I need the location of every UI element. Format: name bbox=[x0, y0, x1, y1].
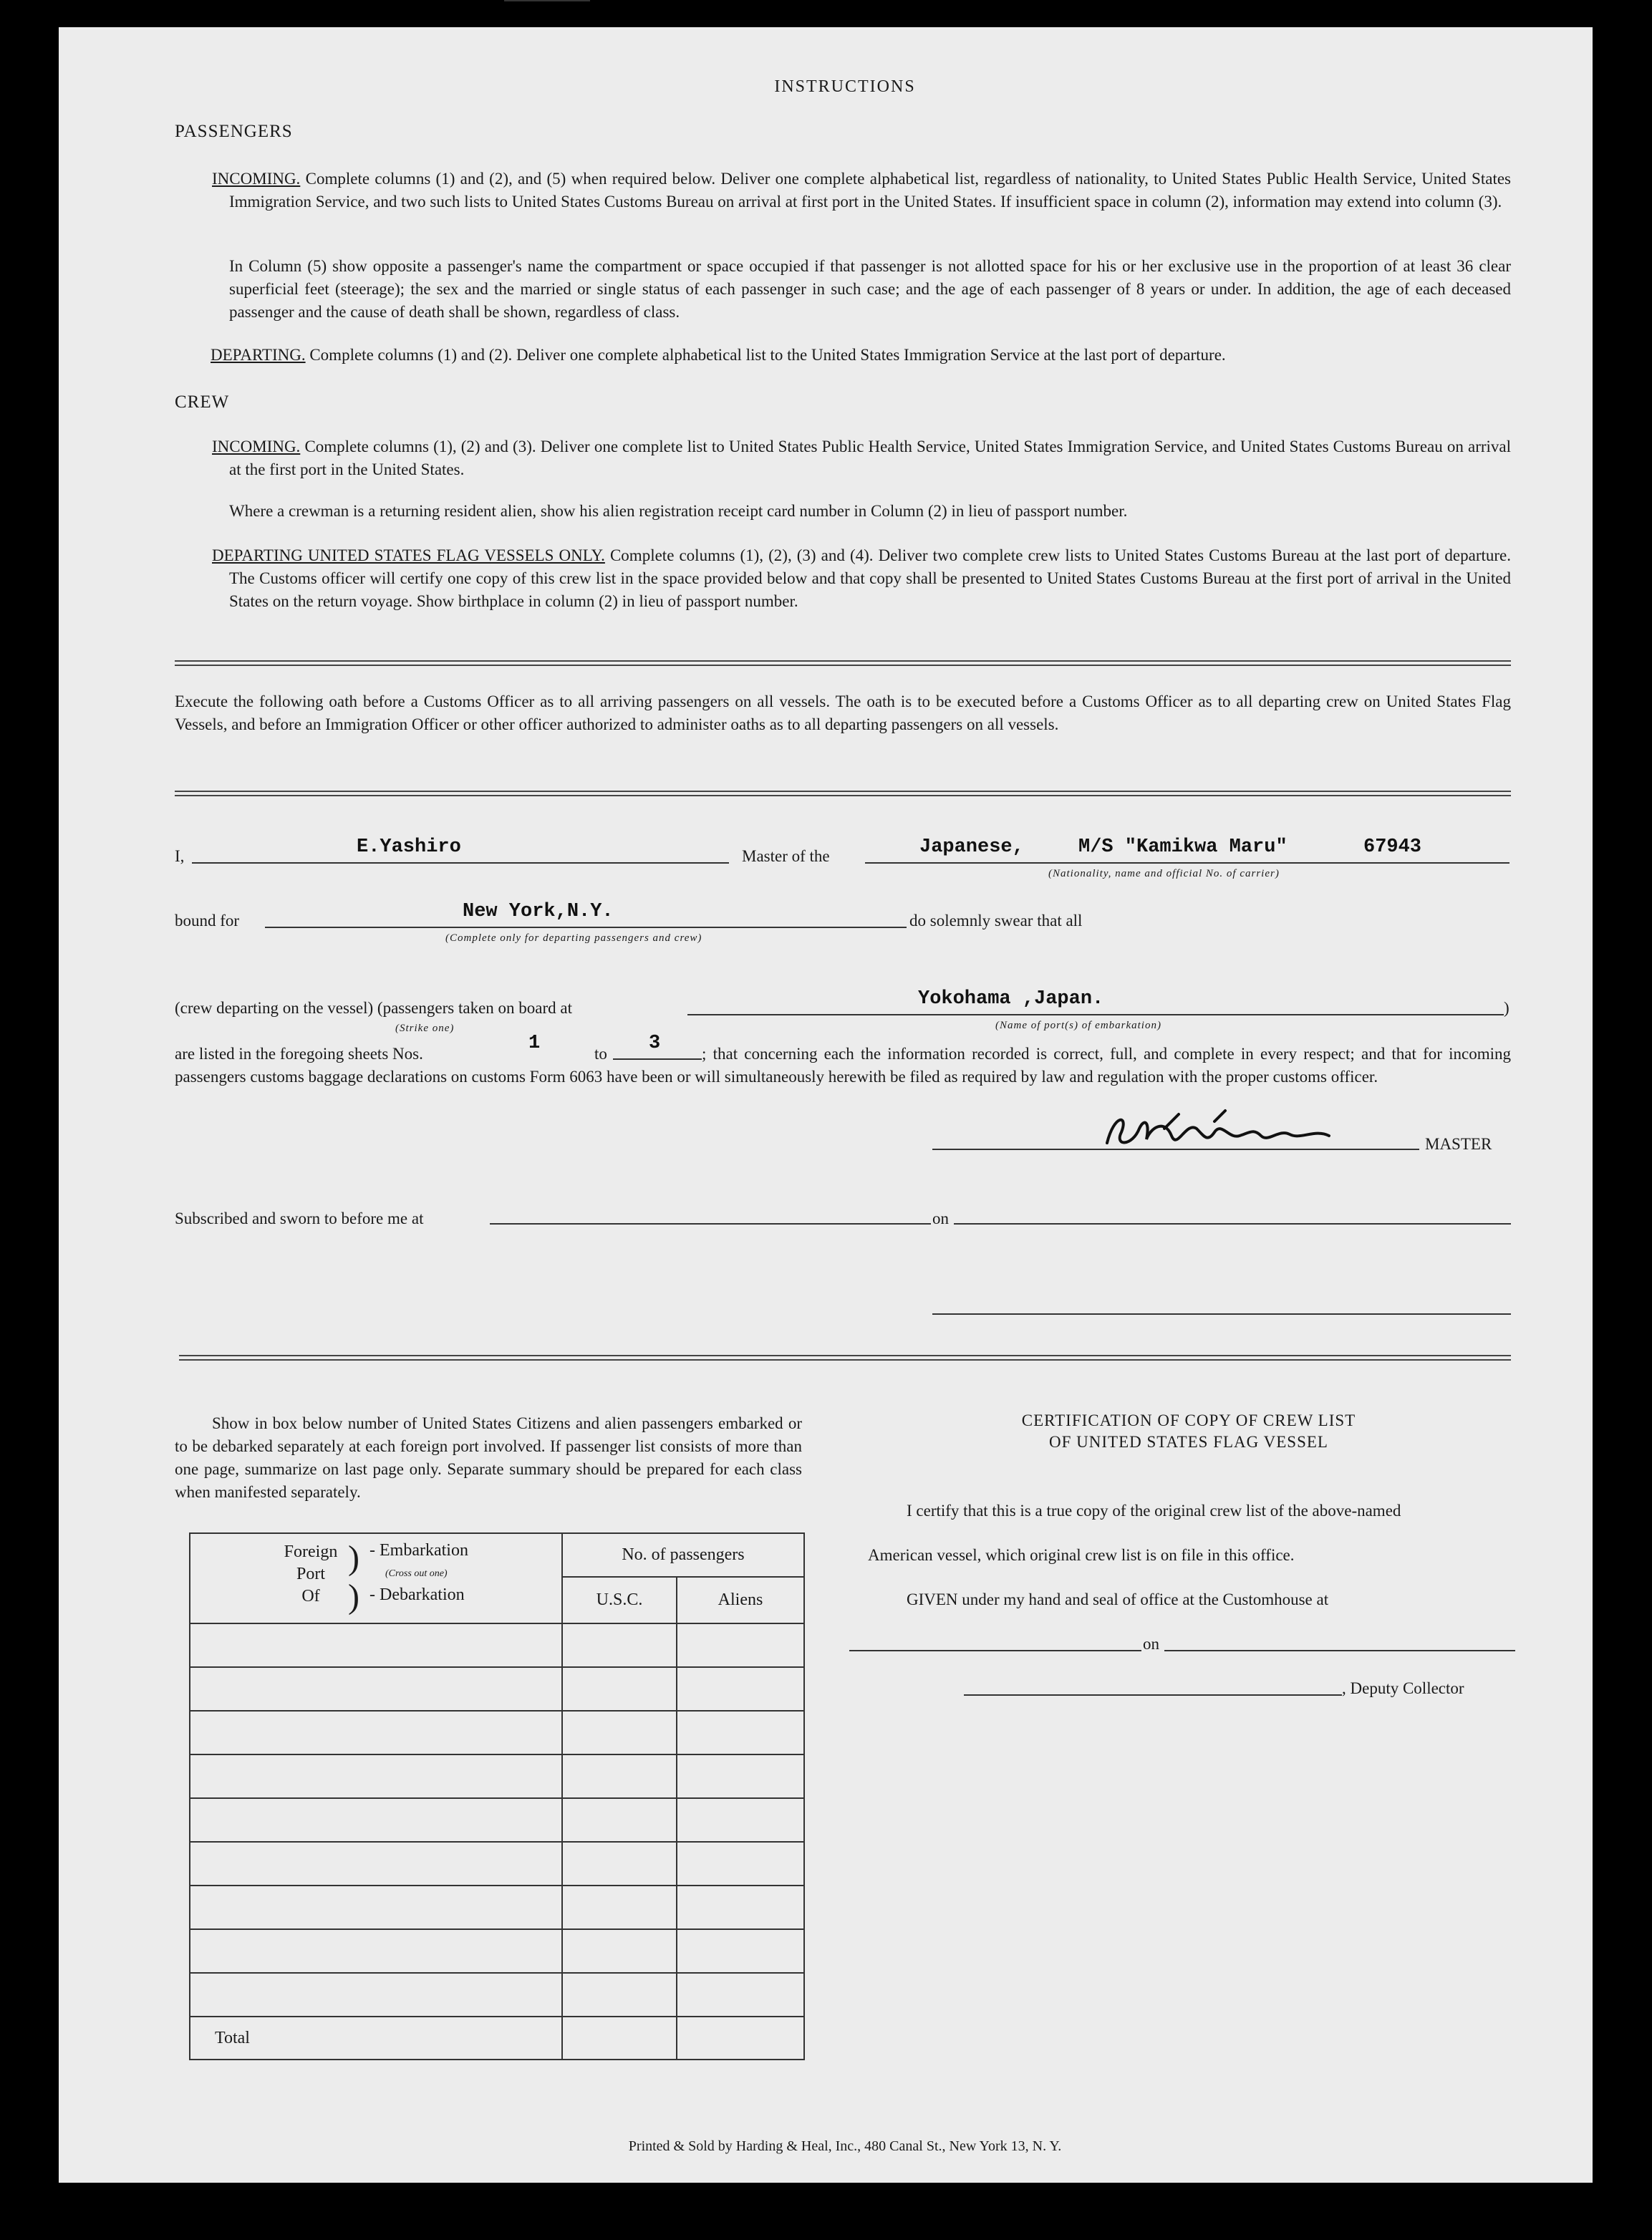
crew-departing-paragraph bbox=[212, 544, 1512, 613]
official-number-field[interactable]: 67943 bbox=[1363, 836, 1422, 858]
sheet-from-field[interactable]: 1 bbox=[528, 1033, 541, 1054]
certification-date-line bbox=[1164, 1650, 1515, 1651]
deputy-collector-label: , Deputy Collector bbox=[1342, 1679, 1464, 1697]
customhouse-place-line bbox=[849, 1650, 1141, 1651]
aliens-cell[interactable] bbox=[677, 1754, 804, 1798]
vessel-line bbox=[865, 862, 1509, 864]
passengers-heading: PASSENGERS bbox=[175, 122, 293, 141]
port-cell[interactable] bbox=[190, 1754, 562, 1798]
listed-rest-text: ; that concerning each the information recorded is correct, full, and complete in every respect; and that for incoming passengers customs baggage declarations on customs Form 6063 have been or will simultaneously herewith be filed as required by law and regulation with the proper customs officer. bbox=[175, 1045, 1511, 1086]
column5-paragraph: In Column (5) show opposite a passenger's name the compartment or space occupied if that passenger is not allotted space for his or her exclusive use in the proportion of at least 36 clear superficial feet (steerage); the sex and the married or single status of each passenger in such case; and the age of each passenger of 8 years or under. In addition, the age of each deceased passenger and the cause of death shall be shown, regardless of class. bbox=[229, 257, 1511, 321]
sheet-from-line bbox=[504, 0, 590, 1]
summary-intro: Show in box below number of United States Citizens and alien passengers embarked or to be debarked separately at each foreign port involved. If passenger list consists of more than one page, summarize on last page only. Separate summary should be prepared for each class when manifested separately. bbox=[175, 1414, 802, 1501]
crew-departing-label: DEPARTING UNITED STATES FLAG VESSELS ONLY. bbox=[212, 546, 605, 564]
embarkation-label: - Embarkation bbox=[369, 1541, 468, 1560]
aliens-cell[interactable] bbox=[677, 1842, 804, 1886]
subscribed-place-line bbox=[490, 1223, 931, 1225]
usc-cell[interactable] bbox=[562, 1929, 677, 1973]
of-label: Of bbox=[301, 1587, 320, 1606]
usc-header: U.S.C. bbox=[562, 1577, 677, 1623]
usc-cell[interactable] bbox=[562, 1842, 677, 1886]
sheet-to-field[interactable]: 3 bbox=[649, 1033, 661, 1054]
port-label: Port bbox=[296, 1565, 325, 1583]
oath-intro: Execute the following oath before a Customs Officer as to all arriving passengers on all vessels. The oath is to be executed before a Customs Officer as to all departing crew on United States Flag Vessels, and before an Immigration Officer or other officer authorized to administer oaths as to all departing passengers on all vessels. bbox=[175, 692, 1511, 733]
aliens-header: Aliens bbox=[677, 1577, 804, 1623]
port-cell[interactable] bbox=[190, 1623, 562, 1667]
master-name-line bbox=[192, 862, 729, 864]
aliens-cell[interactable] bbox=[677, 1623, 804, 1667]
listed-label: are listed in the foregoing sheets Nos. bbox=[175, 1045, 423, 1063]
embarkation-port-field[interactable]: Yokohama ,Japan. bbox=[918, 988, 1104, 1010]
cross-out-note: (Cross out one) bbox=[385, 1568, 448, 1579]
vessel-note: (Nationality, name and official No. of carrier) bbox=[1048, 868, 1280, 879]
passengers-incoming-label: INCOMING. bbox=[212, 170, 301, 188]
port-cell[interactable] bbox=[190, 1798, 562, 1842]
subscribed-date-line bbox=[954, 1223, 1511, 1225]
port-cell[interactable] bbox=[190, 1667, 562, 1711]
aliens-cell[interactable] bbox=[677, 1973, 804, 2017]
port-cell[interactable] bbox=[190, 1973, 562, 2017]
master-signature bbox=[1100, 1107, 1358, 1157]
port-cell[interactable] bbox=[190, 1929, 562, 1973]
lower-divider bbox=[179, 1355, 1511, 1361]
port-cell[interactable] bbox=[190, 1886, 562, 1929]
to-label: to bbox=[594, 1045, 607, 1063]
master-label: MASTER bbox=[1425, 1135, 1492, 1153]
port-note: (Name of port(s) of embarkation) bbox=[995, 1020, 1161, 1031]
crew-incoming-text: Complete columns (1), (2) and (3). Deliver one complete list to United States Public Health Service, United States Immigration Service, and United States Customs Bureau on arrival at the first port in the United States. bbox=[229, 438, 1512, 478]
crewman-paragraph: Where a crewman is a returning resident alien, show his alien registration receipt card number in Column (2) in lieu of passport number. bbox=[229, 502, 1128, 520]
destination-field[interactable]: New York,N.Y. bbox=[463, 901, 614, 922]
passengers-departing-text: Complete columns (1) and (2). Deliver one complete alphabetical list to the United States Immigration Service at the last port of departure. bbox=[309, 346, 1226, 364]
crew-incoming-label: INCOMING. bbox=[212, 438, 301, 455]
passengers-incoming-paragraph bbox=[212, 168, 1511, 213]
nationality-field[interactable]: Japanese, bbox=[919, 836, 1024, 858]
usc-cell[interactable] bbox=[562, 1973, 677, 2017]
port-cell[interactable] bbox=[190, 1842, 562, 1886]
debarkation-label: - Debarkation bbox=[369, 1585, 465, 1604]
usc-cell[interactable] bbox=[562, 1623, 677, 1667]
master-of-label: Master of the bbox=[742, 847, 830, 865]
printer-footer: Printed & Sold by Harding & Heal, Inc., 480 Canal St., New York 13, N. Y. bbox=[628, 2138, 1062, 2154]
officer-signature-line bbox=[932, 1313, 1511, 1315]
no-passengers-header: No. of passengers bbox=[562, 1533, 804, 1577]
embarkation-line bbox=[687, 1014, 1504, 1015]
vessel-name-field[interactable]: M/S "Kamikwa Maru" bbox=[1078, 836, 1288, 858]
subscribed-on-label: on bbox=[932, 1210, 949, 1227]
usc-cell[interactable] bbox=[562, 1667, 677, 1711]
port-cell[interactable] bbox=[190, 1711, 562, 1754]
given-text: GIVEN under my hand and seal of office at the Customhouse at bbox=[907, 1590, 1329, 1608]
passengers-departing-paragraph bbox=[211, 344, 1514, 367]
bound-note: (Complete only for departing passengers and crew) bbox=[445, 932, 702, 944]
strike-note: (Strike one) bbox=[395, 1023, 455, 1034]
crew-departing-text: Complete columns (1), (2), (3) and (4). Deliver two complete crew lists to United States Customs Bureau at the last port of departure. The Customs officer will certify one copy of this crew list in the space provided below and that copy shall be presented to United States Customs Bureau at the first port of arrival in the United States on the return voyage. Show birthplace in column (2) in lieu of passport number. bbox=[229, 546, 1512, 610]
section-divider bbox=[175, 660, 1511, 666]
crew-incoming-paragraph bbox=[212, 435, 1512, 481]
subscribed-label: Subscribed and sworn to before me at bbox=[175, 1210, 424, 1227]
aliens-cell[interactable] bbox=[677, 1929, 804, 1973]
oath-divider bbox=[175, 791, 1511, 796]
swear-label: do solemnly swear that all bbox=[909, 912, 1083, 930]
certify-text: I certify that this is a true copy of the original crew list of the above-named bbox=[907, 1502, 1401, 1520]
passengers-incoming-text: Complete columns (1) and (2), and (5) when required below. Deliver one complete alphabetical list, regardless of nationality, to United States Public Health Service, United States Immigration Service, and two such lists to United States Customs Bureau on arrival at first port in the United States. If insufficient space in column (2), information may extend into column (3). bbox=[229, 170, 1511, 211]
usc-cell[interactable] bbox=[562, 1754, 677, 1798]
american-vessel-text: American vessel, which original crew list is on file in this office. bbox=[868, 1546, 1295, 1564]
i-label: I, bbox=[175, 847, 185, 865]
foreign-label: Foreign bbox=[284, 1543, 338, 1561]
certification-on-label: on bbox=[1143, 1635, 1159, 1653]
certification-title-2: OF UNITED STATES FLAG VESSEL bbox=[1049, 1433, 1328, 1451]
aliens-cell[interactable] bbox=[677, 1711, 804, 1754]
bound-for-label: bound for bbox=[175, 912, 240, 930]
total-aliens-cell[interactable] bbox=[677, 2017, 804, 2060]
aliens-cell[interactable] bbox=[677, 1798, 804, 1842]
deputy-collector-line bbox=[964, 1694, 1342, 1696]
foreign-port-header: Foreign Port Of ) ) - Embarkation (Cross out one) - Debarkation bbox=[190, 1533, 562, 1623]
total-row-label-cell bbox=[190, 2017, 562, 2060]
passengers-departing-label: DEPARTING. bbox=[211, 346, 306, 364]
total-label: Total bbox=[215, 2028, 250, 2047]
usc-cell[interactable] bbox=[562, 1886, 677, 1929]
destination-line bbox=[265, 927, 907, 928]
instructions-title: INSTRUCTIONS bbox=[774, 77, 916, 96]
master-name-field[interactable]: E.Yashiro bbox=[357, 836, 461, 858]
passenger-summary-table bbox=[189, 1532, 805, 2060]
total-usc-cell[interactable] bbox=[562, 2017, 677, 2060]
usc-cell[interactable] bbox=[562, 1711, 677, 1754]
crew-departing-label: (crew departing on the vessel) (passengers taken on board at bbox=[175, 999, 572, 1017]
crew-heading: CREW bbox=[175, 392, 230, 412]
usc-cell[interactable] bbox=[562, 1798, 677, 1842]
aliens-cell[interactable] bbox=[677, 1667, 804, 1711]
aliens-cell[interactable] bbox=[677, 1886, 804, 1929]
certification-title-1: CERTIFICATION OF COPY OF CREW LIST bbox=[1021, 1411, 1356, 1429]
close-paren: ) bbox=[1504, 999, 1509, 1017]
